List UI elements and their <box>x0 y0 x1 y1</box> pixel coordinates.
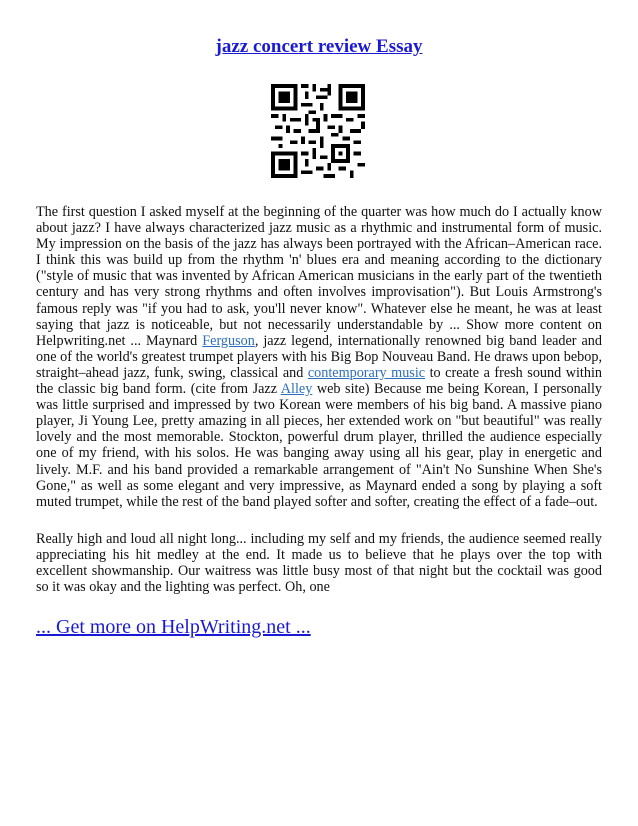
paragraph-1-text-d: web site) Because me being Korean, I personally was little surprised and impressed by two Korean were members of his big band. A massive piano player, Ji Young Lee, pretty amazing in all pieces, her extended work on "but beautiful" was really lovely and the most memorable. Stockton, powerful drum player, thrilled the audience especially one of my friend, with his solos. He was banging away using all his gear, play in energetic and lively. M.F. and his band provided a remarkable arrangement of "Ain't No Sunshine When She's Gone," as well as some elegant and very impressive, as Maynard ended a song by playing a soft muted trumpet, while the rest of the band played softer and softer, creating the effect of a fade–out. <box>36 381 602 510</box>
get-more-link[interactable]: ... Get more on HelpWriting.net ... <box>36 616 311 638</box>
body-paragraph-2: Really high and loud all night long... including my self and my friends, the audience seemed really appreciating his hit medley at the end. It made us to believe that he plays over the top with excellent showmanship. Our waitress was little busy most of that night but the cocktail was good so it was okay and the lighting was perfect. Oh, one <box>36 531 602 596</box>
link-ferguson[interactable]: Ferguson <box>202 332 255 349</box>
document-title[interactable]: jazz concert review Essay <box>215 36 423 57</box>
paragraph-1-text-c: to create a fresh sound within the classic big band form. (cite from Jazz <box>36 364 602 398</box>
body-paragraph-1 <box>36 204 602 510</box>
qr-code-icon <box>271 84 365 178</box>
link-contemporary-music[interactable]: contemporary music <box>307 364 426 381</box>
link-alley[interactable]: Alley <box>280 381 313 398</box>
paragraph-1-text-b: , jazz legend, internationally renowned big band leader and one of the world's greatest trumpet players with his Big Bop Nouveau Band. He draws upon bebop, straight–ahead jazz, funk, swing, classical and <box>36 332 602 381</box>
paragraph-1-text-a: The first question I asked myself at the beginning of the quarter was how much do I actually know about jazz? I have always characterized jazz music as a rhythmic and instrumental form of music. My impression on the basis of the jazz has always been portrayed with the African–American race. I think this was build up from the rhythm 'n' blues era and meaning according to the dictionary ("style of music that was invented by African American musicians in the early part of the twentieth century and has very strong rhythms and often involves improvisation"). But Louis Armstrong's famous reply was "if you had to ask, you'll never know". Whatever else he meant, he was at least saying that jazz is noticeable, but not necessarily understandable by ... Show more content on Helpwriting.net ... Maynard <box>36 204 602 349</box>
